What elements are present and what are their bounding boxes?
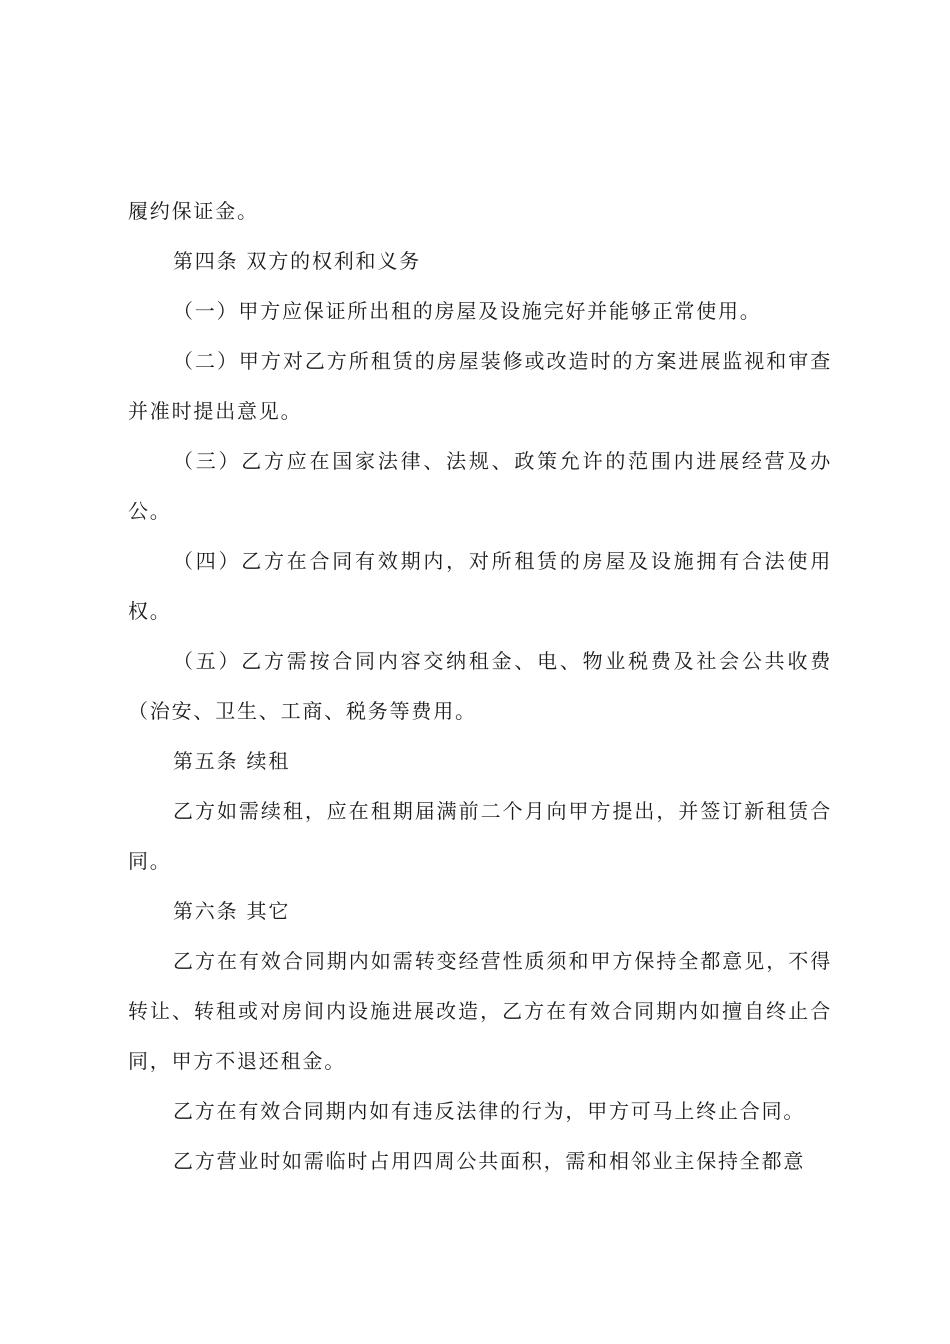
article-4-clause-4: （四）乙方在合同有效期内，对所租赁的房屋及设施拥有合法使用权。 [128,549,832,623]
paragraph-deposit-continuation: 履约保证金。 [128,199,259,223]
article-6-paragraph-1: 乙方在有效合同期内如需转变经营性质须和甲方保持全都意见，不得转让、转租或对房间内设施进展改造，乙方在有效合同期内如擅自终止合同，甲方不退还租金。 [128,949,832,1073]
article-4-clause-3: （三）乙方应在国家法律、法规、政策允许的范围内进展经营及办公。 [128,449,832,523]
article-4-clause-1: （一）甲方应保证所出租的房屋及设施完好并能够正常使用。 [173,299,762,323]
article-4-heading: 第四条 双方的权利和义务 [173,249,421,273]
article-6-heading: 第六条 其它 [173,899,291,923]
document-body [128,186,832,1186]
article-6-paragraph-2: 乙方在有效合同期内如有违反法律的行为，甲方可马上终止合同。 [173,1099,806,1123]
article-4-clause-2: （二）甲方对乙方所租赁的房屋装修或改造时的方案进展监视和审查并准时提出意见。 [128,349,832,423]
article-4-clause-5: （五）乙方需按合同内容交纳租金、电、物业税费及社会公共收费（治安、卫生、工商、税务等费用。 [128,649,832,723]
article-5-body: 乙方如需续租，应在租期届满前二个月向甲方提出，并签订新租赁合同。 [128,799,832,873]
article-6-paragraph-3: 乙方营业时如需临时占用四周公共面积，需和相邻业主保持全都意 [173,1149,806,1173]
article-5-heading: 第五条 续租 [173,749,291,773]
